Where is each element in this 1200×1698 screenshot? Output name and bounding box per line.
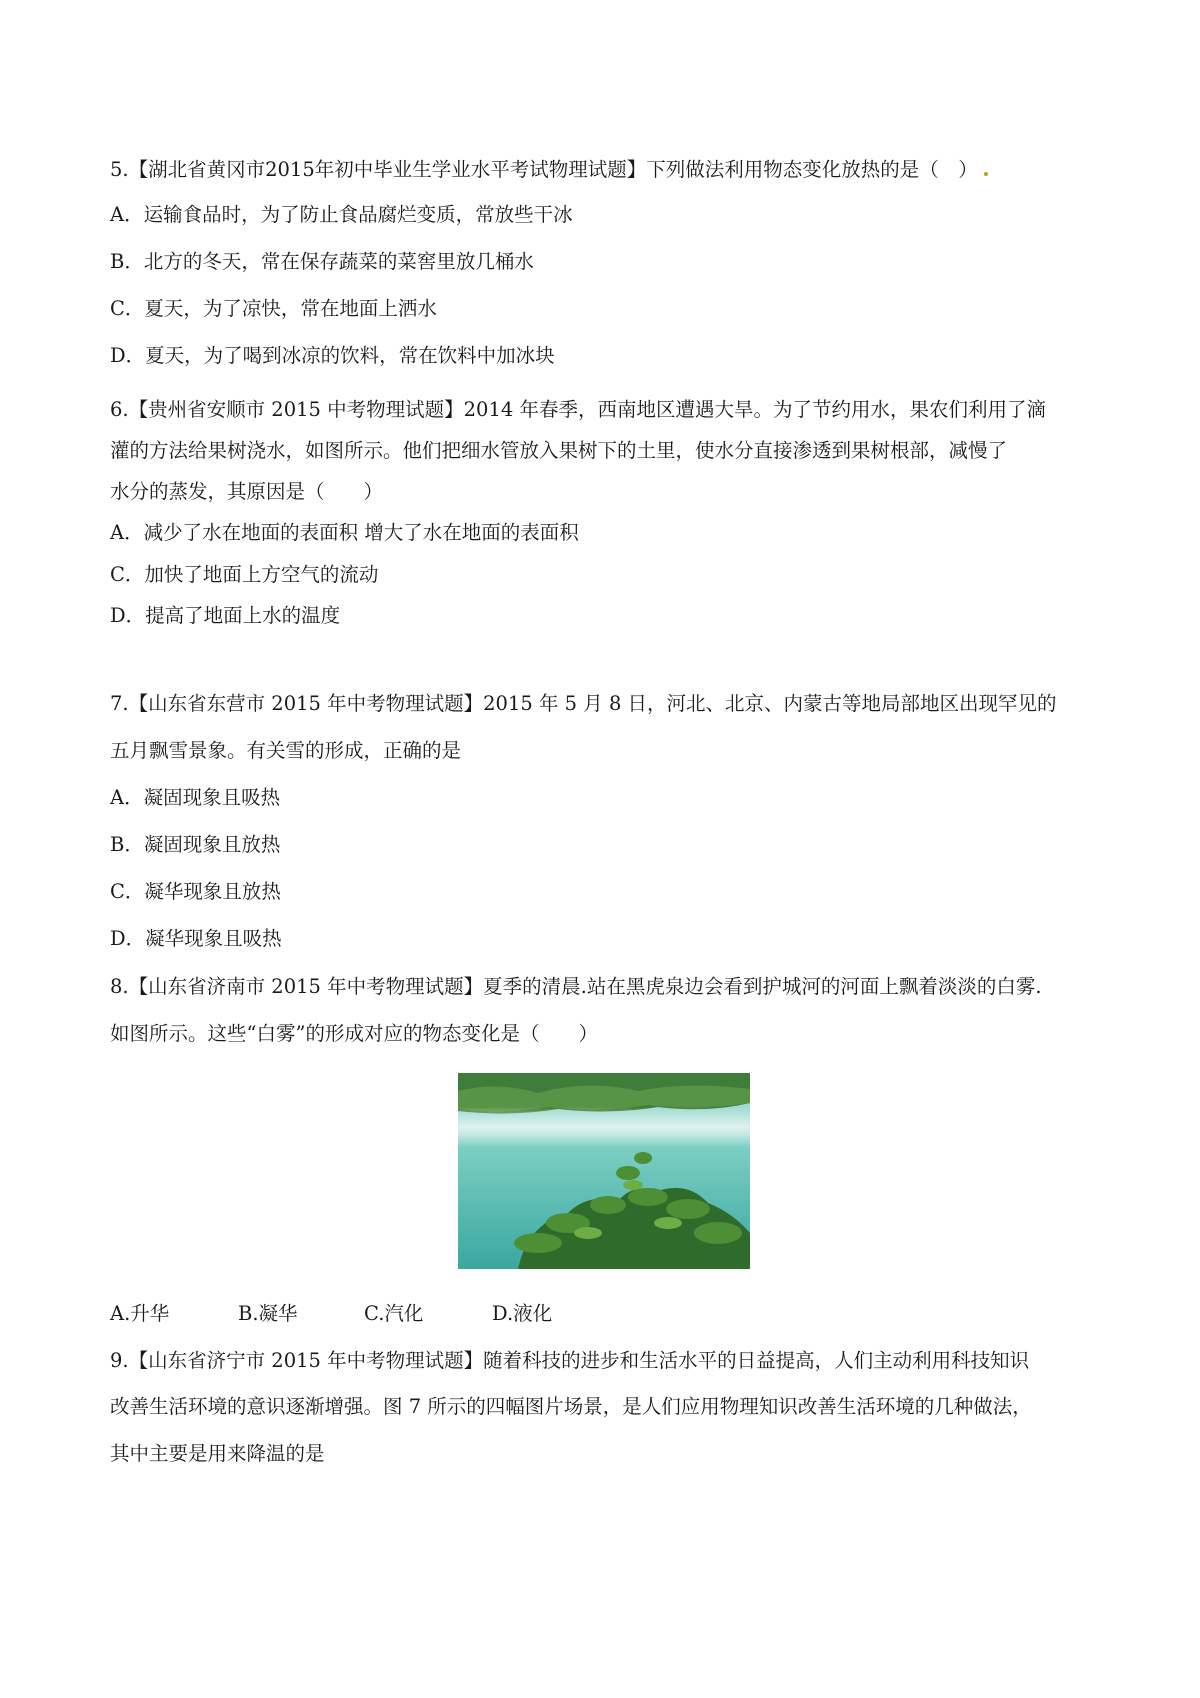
q7-stem-line-1: 7.【山东省东营市 2015 年中考物理试题】2015 年 5 月 8 日，河北、北京、内蒙古等地局部地区出现罕见的 xyxy=(110,692,1057,715)
stray-dot-mark xyxy=(984,172,988,176)
q5-stem-text: 5.【湖北省黄冈市2015年初中毕业生学业水平考试物理试题】下列做法利用物态变化放热的是（ ） xyxy=(110,158,978,181)
misty-river-photo xyxy=(458,1073,750,1269)
q9-stem-line-1: 9.【山东省济宁市 2015 年中考物理试题】随着科技的进步和生活水平的日益提高，人们主动利用科技知识 xyxy=(110,1349,1030,1372)
q7-stem-line-2: 五月飘雪景象。有关雪的形成，正确的是 xyxy=(110,739,462,762)
q7-option-d: D．凝华现象且吸热 xyxy=(110,927,282,950)
q9-stem-line-3: 其中主要是用来降温的是 xyxy=(110,1442,325,1465)
q8-option-d: D.液化 xyxy=(492,1302,553,1325)
q6-option-ab: A．减少了水在地面的表面积 增大了水在地面的表面积 xyxy=(110,521,579,544)
q8-stem-line-1: 8.【山东省济南市 2015 年中考物理试题】夏季的清晨.站在黑虎泉边会看到护城河的河面上飘着淡淡的白雾. xyxy=(110,975,1042,998)
q7-option-a: A．凝固现象且吸热 xyxy=(110,786,281,809)
q8-option-b: B.凝华 xyxy=(238,1302,298,1325)
q6-stem-line-1: 6.【贵州省安顺市 2015 中考物理试题】2014 年春季，西南地区遭遇大旱。为了节约用水，果农们利用了滴 xyxy=(110,398,1046,421)
q8-stem-line-2: 如图所示。这些“白雾”的形成对应的物态变化是（ ） xyxy=(110,1022,598,1045)
q8-option-a: A.升华 xyxy=(110,1302,170,1325)
q7-option-b: B．凝固现象且放热 xyxy=(110,833,281,856)
misty-river-illustration xyxy=(458,1073,750,1269)
q5-option-c: C．夏天，为了凉快，常在地面上洒水 xyxy=(110,297,437,320)
q9-stem-line-2: 改善生活环境的意识逐渐增强。图 7 所示的四幅图片场景，是人们应用物理知识改善生活环境的几种做法， xyxy=(110,1395,1032,1418)
q5-stem xyxy=(110,156,1100,184)
q5-option-b: B．北方的冬天，常在保存蔬菜的菜窖里放几桶水 xyxy=(110,250,534,273)
q8-option-c: C.汽化 xyxy=(364,1302,424,1325)
q7-option-c: C．凝华现象且放热 xyxy=(110,880,281,903)
q6-option-d: D．提高了地面上水的温度 xyxy=(110,604,341,627)
q6-stem-line-2: 灌的方法给果树浇水，如图所示。他们把细水管放入果树下的土里，使水分直接渗透到果树根部，减慢了 xyxy=(110,439,1008,462)
q6-stem-line-3: 水分的蒸发，其原因是（ ） xyxy=(110,480,384,503)
q5-option-d: D．夏天，为了喝到冰凉的饮料，常在饮料中加冰块 xyxy=(110,344,555,367)
q5-option-a: A．运输食品时，为了防止食品腐烂变质，常放些干冰 xyxy=(110,203,573,226)
q6-option-c: C．加快了地面上方空气的流动 xyxy=(110,563,379,586)
q8-options-row xyxy=(110,1300,710,1328)
